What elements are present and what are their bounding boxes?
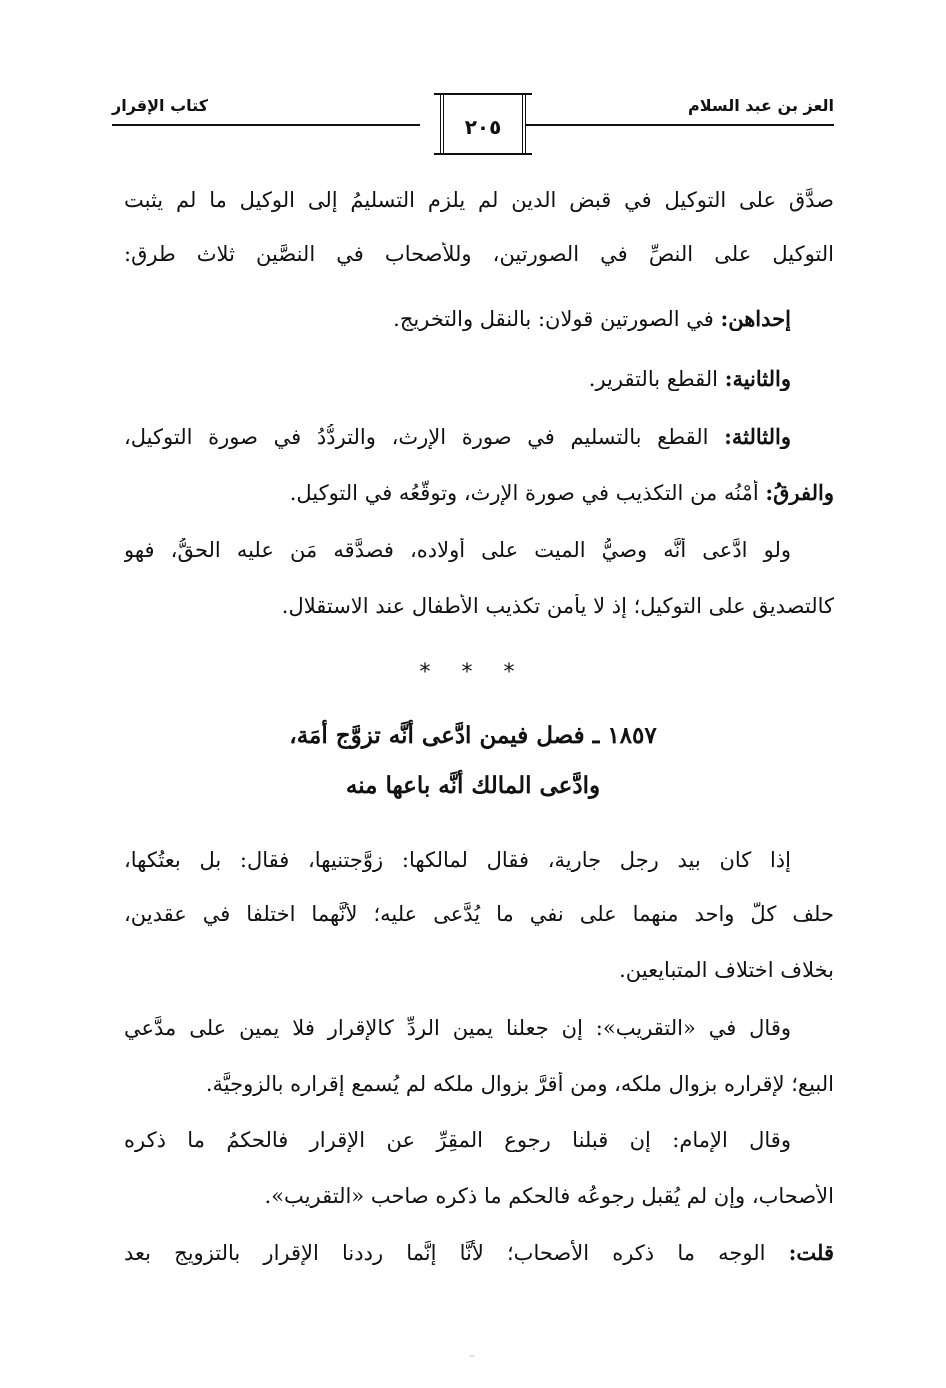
section-title: ١٨٥٧ ـ فصل فيمن ادَّعى أنَّه تزوَّج أمَة، bbox=[289, 722, 657, 749]
text-line: كالتصديق على التوكيل؛ إذ لا يأمن تكذيب الأطفال عند الاستقلال. bbox=[281, 594, 834, 618]
item-text: القطع بالتقرير. bbox=[588, 367, 718, 391]
text-line bbox=[124, 480, 834, 505]
text-line: حلف كلُّ واحد منهما على نفي ما يُدَّعى عليه؛ لأنَّهما اختلفا في عقدين، bbox=[124, 902, 834, 926]
item-text: الوجه ما ذكره الأصحاب؛ لأنَّا إنَّما رددنا الإقرار بالتزويج بعد bbox=[124, 1241, 766, 1265]
text-line bbox=[124, 424, 791, 449]
item-label: والثانية: bbox=[724, 366, 791, 391]
item-text: في الصورتين قولان: بالنقل والتخريج. bbox=[393, 307, 714, 331]
text-line: بخلاف اختلاف المتبايعين. bbox=[619, 958, 834, 982]
page-number: ٢٠٥ bbox=[464, 115, 502, 139]
running-header-book: كتاب الإقرار bbox=[112, 96, 209, 115]
page-number-bottom-bar bbox=[434, 153, 532, 155]
text-line: وقال في «التقريب»: إن جعلنا يمين الردِّ كالإقرار فلا يمين على مدَّعي bbox=[124, 1016, 791, 1040]
item-label: والفرقُ: bbox=[765, 480, 834, 505]
running-header-author: العز بن عبد السلام bbox=[688, 96, 834, 115]
item-label: والثالثة: bbox=[724, 424, 791, 449]
text-line: وقال الإمام: إن قبلنا رجوع المقِرِّ عن الإقرار فالحكمُ ما ذكره bbox=[124, 1128, 791, 1152]
scan-speck bbox=[470, 1355, 474, 1357]
section-subtitle: وادَّعى المالك أنَّه باعها منه bbox=[345, 772, 601, 799]
text-line: التوكيل على النصِّ في الصورتين، وللأصحاب في النصَّين ثلاث طرق: bbox=[124, 242, 834, 266]
item-label: إحداهن: bbox=[720, 306, 791, 331]
text-line: صدَّق على التوكيل في قبض الدين لم يلزم التسليمُ إلى الوكيل ما لم يثبت bbox=[124, 188, 834, 212]
text-line bbox=[124, 1240, 834, 1265]
item-text: القطع بالتسليم في صورة الإرث، والتردُّدُ في صورة التوكيل، bbox=[124, 425, 709, 449]
item-label: قلت: bbox=[788, 1240, 834, 1265]
text-line: ولو ادَّعى أنَّه وصيُّ الميت على أولاده، فصدَّقه مَن عليه الحقُّ، فهو bbox=[124, 538, 791, 562]
text-line: البيع؛ لإقراره بزوال ملكه، ومن أقرَّ بزوال ملكه لم يُسمع إقراره بالزوجيَّة. bbox=[205, 1072, 834, 1096]
text-line: إذا كان بيد رجل جارية، فقال لمالكها: زوَّجتنيها، فقال: بل بعتُكها، bbox=[124, 848, 791, 872]
text-line bbox=[124, 306, 791, 331]
page-number-top-bar bbox=[434, 93, 532, 95]
item-text: أَمْنُه من التكذيب في صورة الإرث، وتوقُّعُه في التوكيل. bbox=[289, 481, 759, 505]
header-rule-left bbox=[112, 124, 420, 126]
text-line: الأصحاب، وإن لم يُقبل رجوعُه فالحكم ما ذكره صاحب «التقريب». bbox=[264, 1184, 834, 1208]
header-rule-right bbox=[526, 124, 834, 126]
page-number-frame bbox=[440, 93, 526, 155]
section-separator: * * * bbox=[419, 660, 527, 685]
text-line bbox=[124, 366, 791, 391]
